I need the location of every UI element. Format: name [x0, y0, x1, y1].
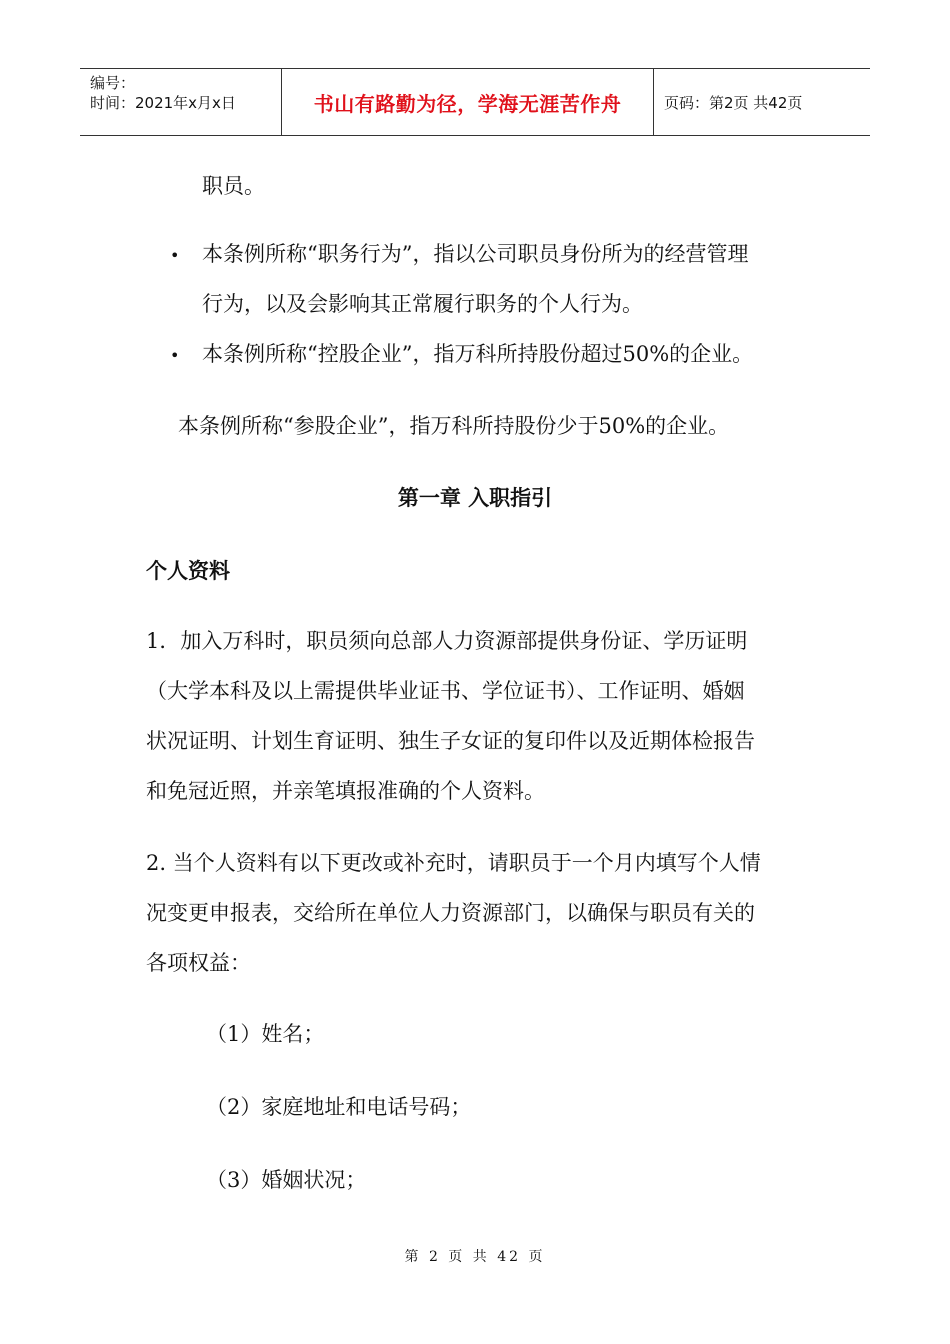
bullet2-line1: 本条例所称“控股企业”，指万科所持股份超过50%的企业。 — [202, 342, 754, 366]
page-header — [80, 68, 870, 136]
p2-line3: 各项权益： — [146, 951, 251, 975]
list-item-1: （1）姓名； — [206, 1022, 325, 1046]
bullet-dot: • — [170, 346, 180, 365]
header-meta-cell — [80, 69, 282, 135]
p2-line2: 况变更申报表，交给所在单位人力资源部门，以确保与职员有关的 — [146, 901, 755, 925]
page-footer: 第 2 页 共 42 页 — [404, 1249, 546, 1265]
bullet1-line2: 行为，以及会影响其正常履行职务的个人行为。 — [202, 292, 643, 316]
header-time-label: 时间：2021年x月x日 — [90, 94, 236, 112]
bullet-dot: • — [170, 246, 180, 265]
p2-line1: 2. 当个人资料有以下更改或补充时，请职员于一个月内填写个人情 — [146, 851, 761, 875]
list-item-3: （3）婚姻状况； — [206, 1168, 367, 1192]
chapter-title: 第一章 入职指引 — [397, 486, 553, 510]
list-item-2: （2）家庭地址和电话号码； — [206, 1095, 472, 1119]
header-page-cell — [654, 69, 870, 135]
text-line-intro: 职员。 — [202, 174, 265, 198]
header-motto: 书山有路勤为径，学海无涯苦作舟 — [313, 91, 622, 116]
header-page-info: 页码：第2页 共42页 — [664, 93, 803, 112]
p1-line4: 和免冠近照，并亲笔填报准确的个人资料。 — [146, 779, 545, 803]
p1-line3: 状况证明、计划生育证明、独生子女证的复印件以及近期体检报告 — [146, 729, 755, 753]
p1-line2: （大学本科及以上需提供毕业证书、学位证书）、工作证明、婚姻 — [146, 679, 745, 703]
section-title: 个人资料 — [146, 559, 230, 583]
p1-line1: 1．加入万科时，职员须向总部人力资源部提供身份证、学历证明 — [146, 629, 748, 653]
header-motto-cell — [282, 69, 654, 135]
paragraph-canggu: 本条例所称“参股企业”，指万科所持股份少于50%的企业。 — [178, 414, 730, 438]
bullet1-line1: 本条例所称“职务行为”，指以公司职员身份所为的经营管理 — [202, 242, 749, 266]
header-number-label: 编号： — [90, 74, 136, 92]
